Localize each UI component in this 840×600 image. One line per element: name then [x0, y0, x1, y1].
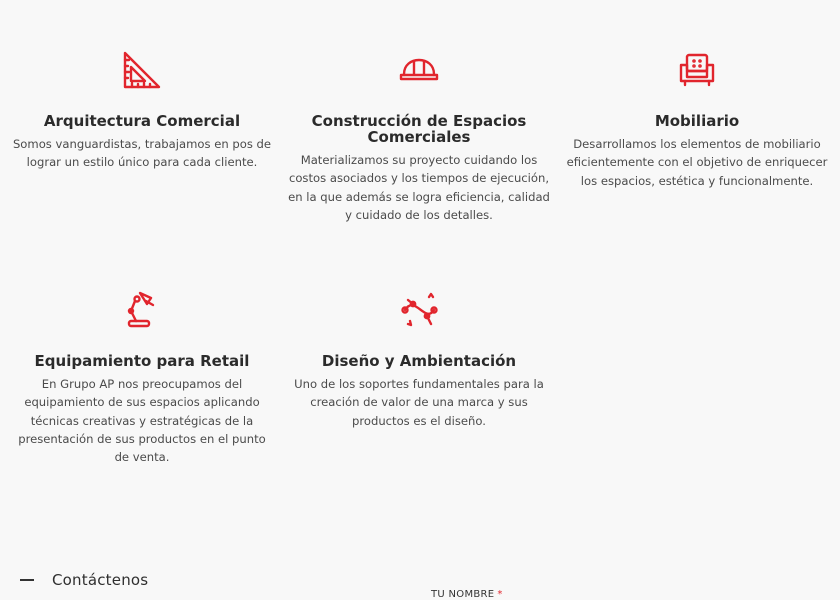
desk-lamp-icon: [122, 290, 162, 330]
service-title: Construcción de Espacios Comerciales: [311, 112, 527, 146]
set-square-ruler-icon: [122, 50, 162, 90]
service-title: Equipamiento para Retail: [34, 352, 250, 370]
service-description: En Grupo AP nos preocupamos del equipamiento de sus espacios aplicando técnicas creativas y estratégicas de la presentación de sus productos en el punto de venta.: [18, 377, 266, 465]
armchair-icon: [677, 50, 717, 90]
hard-hat-icon: [399, 50, 439, 90]
required-marker: *: [497, 589, 503, 600]
service-title: Mobiliario: [654, 112, 740, 130]
service-description: Materializamos su proyecto cuidando los costos asociados y los tiempos de ejecución, en la que además se logra eficiencia, calidad y cuidado de los detalles.: [288, 153, 550, 222]
service-description: Desarrollamos los elementos de mobiliario eficientemente con el objetivo de enriquecer los espacios, estética y funcionalmente.: [566, 137, 828, 188]
service-description: Uno de los soportes fundamentales para la creación de valor de una marca y sus productos es el diseño.: [294, 377, 544, 428]
service-card-arquitectura: [11, 50, 273, 172]
contact-accordion-toggle[interactable]: [20, 571, 148, 589]
minus-icon: [20, 579, 34, 581]
service-card-diseno: [288, 290, 550, 430]
bezier-curve-icon: [399, 290, 439, 330]
name-field-label: [431, 589, 503, 600]
service-description: Somos vanguardistas, trabajamos en pos de lograr un estilo único para cada cliente.: [12, 137, 272, 170]
service-title: Diseño y Ambientación: [321, 352, 517, 370]
service-card-equipamiento: [11, 290, 273, 466]
contact-toggle-label: Contáctenos: [52, 571, 149, 589]
service-card-construccion: [288, 50, 550, 224]
service-card-mobiliario: [566, 50, 828, 190]
name-label-text: TU NOMBRE: [431, 589, 495, 600]
service-title: Arquitectura Comercial: [43, 112, 241, 130]
